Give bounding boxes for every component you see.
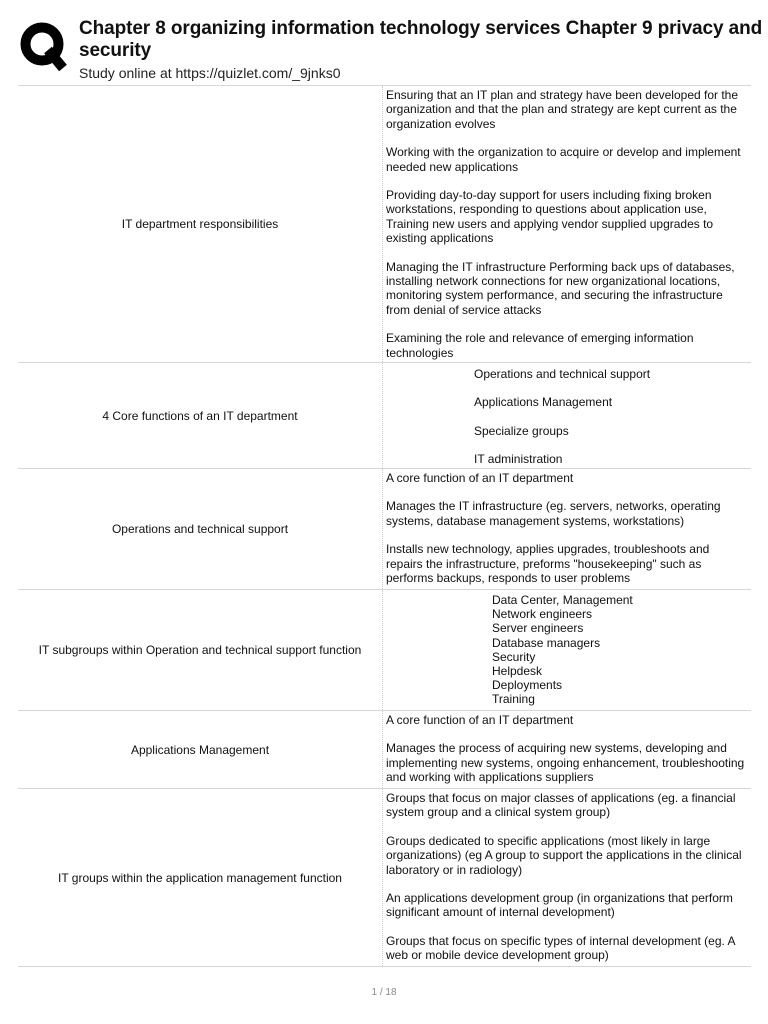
- table-row: [18, 363, 751, 469]
- table-row: [18, 789, 751, 967]
- definition-text: An applications development group (in organizations that perform significant amount of internal development): [386, 891, 733, 920]
- card-term: IT department responsibilities: [121, 217, 279, 231]
- definition-text: Managing the IT infrastructure Performing back ups of databases, installing network connections for new organizational locations, monitoring system performance, and securing the infrastructure from denial of service attacks: [386, 259, 735, 317]
- definition-text: Server engineers: [492, 621, 584, 636]
- card-definition: [382, 711, 751, 788]
- card-definition: [382, 469, 751, 589]
- study-link[interactable]: Study online at https://quizlet.com/_9jnks0: [79, 65, 341, 81]
- table-row: [18, 469, 751, 590]
- card-definition: [382, 86, 751, 362]
- definition-text: Database managers: [492, 635, 601, 650]
- definition-text: Helpdesk: [492, 664, 543, 679]
- table-row: [18, 86, 751, 363]
- definition-text: Providing day-to-day support for users including fixing broken workstations, responding to questions about application use, Training new users and applying vendor supplied upgrades to existing applications: [386, 188, 714, 246]
- card-definition: [382, 363, 751, 468]
- definition-text: Deployments: [492, 678, 563, 693]
- definition-text: A core function of an IT department: [386, 471, 574, 485]
- card-definition: [382, 590, 751, 710]
- definition-text: Ensuring that an IT plan and strategy have been developed for the organization and that the plan and strategy are kept current as the organization evolves: [386, 88, 739, 131]
- definition-text: Security: [492, 649, 536, 664]
- definition-text: Applications Management: [474, 395, 613, 410]
- card-definition: [382, 789, 751, 966]
- flashcard-table: [18, 85, 751, 967]
- definition-text: Training: [492, 692, 535, 707]
- definition-text: Operations and technical support: [474, 367, 651, 381]
- page-title: Chapter 8 organizing information technology services Chapter 9 privacy and security: [79, 18, 763, 61]
- card-term: 4 Core functions of an IT department: [102, 408, 298, 423]
- table-row: [18, 590, 751, 711]
- definition-text: Manages the process of acquiring new systems, developing and implementing new systems, ongoing enhancement, troubleshooting and working with applications suppliers: [386, 741, 745, 785]
- definition-text: Manages the IT infrastructure (eg. servers, networks, operating systems, database management systems, workstations): [386, 499, 721, 528]
- quizlet-logo: [19, 20, 69, 72]
- definition-text: Groups that focus on major classes of applications (eg. a financial system group and a clinical system group): [386, 791, 736, 820]
- definition-text: Working with the organization to acquire or develop and implement needed new applications: [386, 145, 741, 174]
- definition-text: Specialize groups: [474, 423, 569, 438]
- page-indicator: 1 / 18: [371, 987, 397, 998]
- card-term: IT subgroups within Operation and technical support function: [38, 643, 362, 657]
- card-term: Operations and technical support: [111, 522, 289, 536]
- definition-text: Network engineers: [492, 607, 593, 622]
- definition-text: Data Center, Management: [492, 593, 633, 607]
- definition-text: Examining the role and relevance of emerging information technologies: [386, 331, 694, 360]
- definition-text: A core function of an IT department: [386, 713, 574, 727]
- table-row: [18, 711, 751, 789]
- definition-text: IT administration: [474, 452, 563, 467]
- definition-text: Installs new technology, applies upgrades, troubleshoots and repairs the infrastructure, preforms "housekeeping" such as performs backups, responds to user problems: [386, 542, 710, 586]
- definition-text: Groups dedicated to specific applications (most likely in large organizations) (eg A group to support the applications in the clinical laboratory or in radiology): [386, 833, 742, 877]
- definition-text: Groups that focus on specific types of internal development (eg. A web or mobile device development group): [386, 933, 735, 963]
- card-term: Applications Management: [130, 742, 270, 757]
- card-term: IT groups within the application management function: [58, 870, 342, 885]
